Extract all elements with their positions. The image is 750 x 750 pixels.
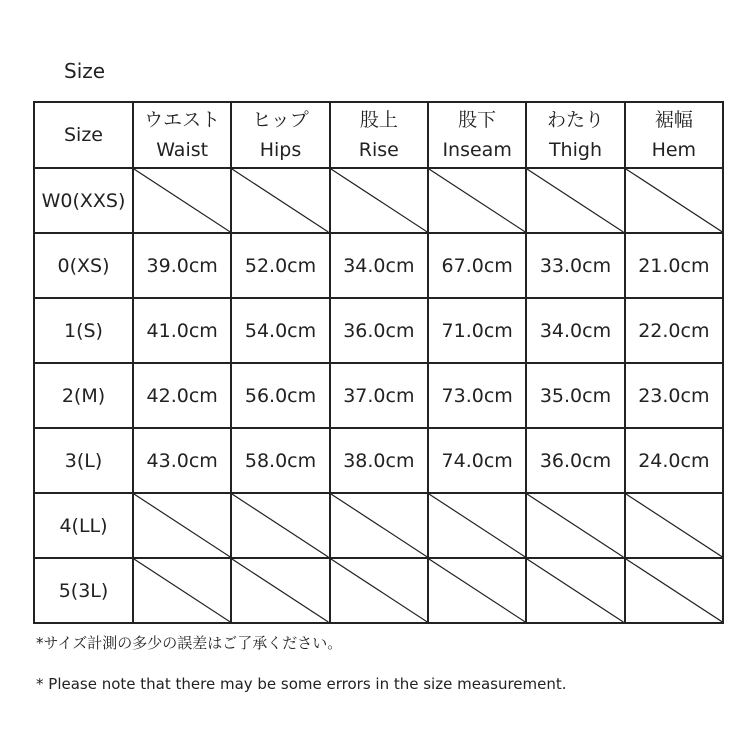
empty-cell: [625, 493, 723, 558]
size-label: 5(3L): [34, 558, 133, 623]
measurement-cell: 38.0cm: [330, 428, 428, 493]
measurement-cell: 73.0cm: [428, 363, 526, 428]
measurement-cell: 37.0cm: [330, 363, 428, 428]
diagonal-line: [527, 559, 623, 622]
empty-cell: [231, 558, 329, 623]
measurement-cell: 58.0cm: [231, 428, 329, 493]
measurement-cell: 36.0cm: [330, 298, 428, 363]
diagonal-line: [527, 494, 623, 557]
measurement-cell: 43.0cm: [133, 428, 231, 493]
empty-cell: [330, 493, 428, 558]
size-table: [33, 101, 724, 624]
column-header-en: Hips: [259, 139, 302, 161]
column-header-en: Hem: [651, 139, 697, 161]
diagonal-line: [134, 559, 230, 622]
column-header-hem: [625, 102, 723, 168]
measurement-cell: 41.0cm: [133, 298, 231, 363]
diagonal-line: [331, 559, 427, 622]
column-header-en: Thigh: [548, 139, 602, 161]
table-row: [34, 363, 723, 428]
measurement-cell: 34.0cm: [526, 298, 624, 363]
measurement-note-en: * Please note that there may be some errors in the size measurement.: [36, 675, 567, 693]
column-header-en: Inseam: [442, 139, 512, 161]
measurement-cell: 67.0cm: [428, 233, 526, 298]
empty-cell: [133, 493, 231, 558]
table-row: [34, 298, 723, 363]
column-header-hips: [231, 102, 329, 168]
measurement-cell: 22.0cm: [625, 298, 723, 363]
column-header-waist: [133, 102, 231, 168]
size-label: W0(XXS): [34, 168, 133, 233]
empty-cell: [428, 168, 526, 233]
measurement-cell: 33.0cm: [526, 233, 624, 298]
empty-cell: [625, 558, 723, 623]
diagonal-line: [232, 169, 328, 232]
measurement-cell: 24.0cm: [625, 428, 723, 493]
size-label: 1(S): [34, 298, 133, 363]
table-header-row: [34, 102, 723, 168]
diagonal-line: [331, 494, 427, 557]
table-row: [34, 428, 723, 493]
measurement-cell: 21.0cm: [625, 233, 723, 298]
column-header-jp: 裾幅: [654, 109, 693, 131]
empty-cell: [133, 558, 231, 623]
measurement-cell: 34.0cm: [330, 233, 428, 298]
column-header-jp: 股下: [458, 109, 497, 131]
empty-cell: [231, 168, 329, 233]
diagonal-line: [134, 169, 230, 232]
column-header-jp: ヒップ: [252, 109, 309, 131]
column-header-rise: [330, 102, 428, 168]
page-title: Size: [64, 59, 106, 83]
empty-cell: [231, 493, 329, 558]
diagonal-line: [134, 494, 230, 557]
size-label: 3(L): [34, 428, 133, 493]
column-header-jp: 股上: [359, 109, 398, 131]
table-row: [34, 493, 723, 558]
measurement-cell: 36.0cm: [526, 428, 624, 493]
table-row: [34, 558, 723, 623]
diagonal-line: [626, 494, 722, 557]
measurement-cell: 54.0cm: [231, 298, 329, 363]
measurement-cell: 39.0cm: [133, 233, 231, 298]
measurement-cell: 23.0cm: [625, 363, 723, 428]
size-label: 4(LL): [34, 493, 133, 558]
diagonal-line: [232, 559, 328, 622]
empty-cell: [428, 493, 526, 558]
empty-cell: [526, 558, 624, 623]
empty-cell: [330, 168, 428, 233]
size-label: 2(M): [34, 363, 133, 428]
empty-cell: [133, 168, 231, 233]
column-header-jp: わたり: [546, 109, 604, 131]
measurement-cell: 42.0cm: [133, 363, 231, 428]
diagonal-line: [429, 559, 525, 622]
table-row: [34, 233, 723, 298]
column-header-en: Waist: [156, 139, 209, 161]
column-header-thigh: [526, 102, 624, 168]
measurement-cell: 56.0cm: [231, 363, 329, 428]
table-row: [34, 168, 723, 233]
measurement-note-jp: *サイズ計測の多少の誤差はご了承ください。: [36, 634, 343, 652]
column-header-inseam: [428, 102, 526, 168]
size-column-header: Size: [34, 102, 133, 168]
measurement-cell: 52.0cm: [231, 233, 329, 298]
diagonal-line: [626, 169, 722, 232]
diagonal-line: [527, 169, 623, 232]
empty-cell: [625, 168, 723, 233]
column-header-jp: ウエスト: [144, 109, 221, 131]
empty-cell: [428, 558, 526, 623]
column-header-en: Rise: [358, 139, 399, 161]
measurement-cell: 74.0cm: [428, 428, 526, 493]
measurement-cell: 35.0cm: [526, 363, 624, 428]
diagonal-line: [232, 494, 328, 557]
measurement-cell: 71.0cm: [428, 298, 526, 363]
diagonal-line: [429, 494, 525, 557]
diagonal-line: [429, 169, 525, 232]
diagonal-line: [626, 559, 722, 622]
diagonal-line: [331, 169, 427, 232]
size-label: 0(XS): [34, 233, 133, 298]
empty-cell: [330, 558, 428, 623]
empty-cell: [526, 493, 624, 558]
empty-cell: [526, 168, 624, 233]
